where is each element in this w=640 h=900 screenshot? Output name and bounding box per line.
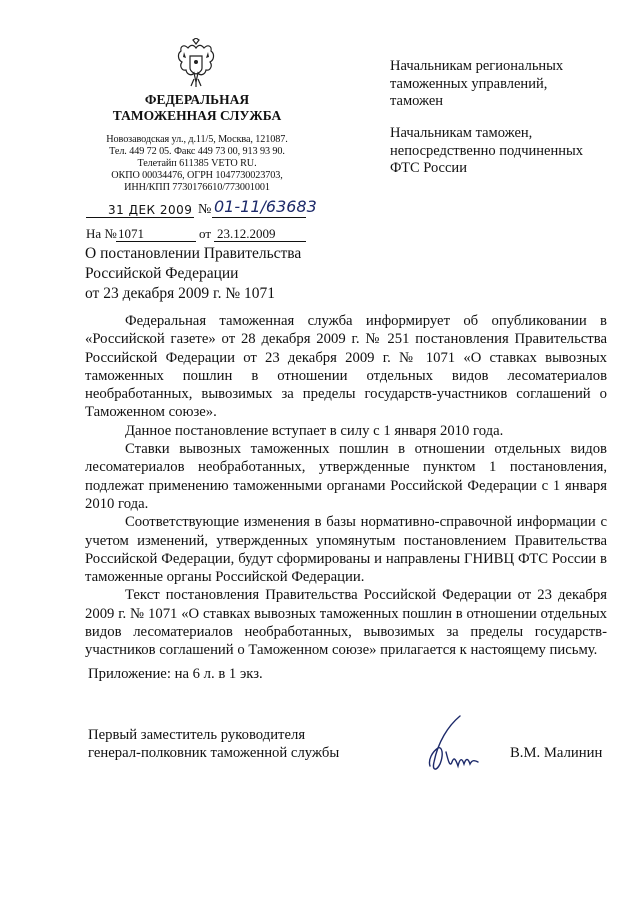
addressee-group-1	[390, 58, 563, 111]
body-paragraph: Ставки вывозных таможенных пошлин в отношении отдельных видов лесоматериалов необработанных, утвержденные пунктом 1 постановления, подлежат применению таможенными органами Российской Федерации с 1 января 2010 года.	[85, 441, 607, 512]
org-teletype: Телетайп 611385 VETO RU.	[137, 158, 257, 169]
signer-name: В.М. Малинин	[510, 745, 603, 761]
addressee-line: таможен	[390, 93, 444, 109]
letter-body	[85, 312, 607, 660]
attachment-note: Приложение: на 6 л. в 1 экз.	[88, 666, 263, 682]
outgoing-number: 01-11/63683	[214, 197, 317, 216]
reference-ot-date: 23.12.2009	[217, 226, 276, 241]
handwritten-signature	[418, 712, 488, 782]
body-paragraph: Соответствующие изменения в базы нормативно-справочной информации с учетом изменений, утвержденных упомянутым постановлением Правительства Российской Федерации, будут сформированы и направлены ГНИВЦ ФТС России в таможенные органы Российской Федерации.	[85, 514, 607, 586]
subject-line: О постановлении Правительства	[85, 245, 302, 262]
addressee-line: Начальникам таможен,	[390, 125, 533, 141]
subject-line: Российской Федерации	[85, 265, 239, 282]
coat-of-arms-emblem	[174, 38, 218, 88]
signer-position-line1: Первый заместитель руководителя	[88, 727, 306, 743]
outgoing-number-line	[212, 217, 306, 218]
body-paragraph: Текст постановления Правительства Российской Федерации от 23 декабря 2009 г. № 1071 «О ставках вывозных таможенных пошлин в отношении отдельных видов лесоматериалов необработанных, вывозимых за пределы государств-участников соглашений о Таможенном союзе» прилагается к настоящему письму.	[85, 587, 607, 659]
org-name-line1: ФЕДЕРАЛЬНАЯ	[144, 92, 250, 107]
addressee-line: непосредственно подчиненных	[390, 142, 583, 159]
org-name-line2: ТАМОЖЕННАЯ СЛУЖБА	[112, 108, 282, 123]
subject-block	[85, 244, 301, 304]
signer-position-line2: генерал-полковник таможенной службы	[88, 745, 340, 761]
addressee-line: ФТС России	[390, 160, 467, 176]
reference-na-label: На №	[86, 226, 117, 241]
subject-line: от 23 декабря 2009 г. № 1071	[85, 285, 276, 302]
outgoing-number-label: №	[198, 202, 212, 217]
org-phone: Тел. 449 72 05. Факс 449 73 00, 913 93 90.	[109, 146, 285, 157]
body-paragraph: Данное постановление вступает в силу с 1 января 2010 года.	[125, 422, 504, 439]
addressee-line: таможенных управлений,	[390, 75, 548, 92]
body-paragraph: Федеральная таможенная служба информирует об опубликовании в «Российской газете» от 28 декабря 2009 г. № 251 постановления Правительства Российской Федерации от 23 декабря 2009 г. № 1071 «О ставках вывозных таможенных пошлин в отношении отдельных видов лесоматериалов необработанных, вывозимых за пределы государств-участников соглашений о Таможенном союзе».	[85, 313, 607, 421]
outgoing-date-line	[86, 217, 194, 218]
addressee-group-2	[390, 125, 583, 178]
reference-na-number: 1071	[118, 226, 144, 241]
org-okpo: ОКПО 00034476, ОГРН 1047730023703,	[111, 170, 283, 181]
org-address: Новозаводская ул., д.11/5, Москва, 121087.	[106, 134, 288, 145]
addressee-line: Начальникам региональных	[390, 58, 564, 74]
reference-ot-label: от	[199, 226, 212, 241]
org-inn: ИНН/КПП 7730176610/773001001	[124, 182, 270, 193]
outgoing-date: 31 ДЕК 2009	[108, 203, 193, 217]
